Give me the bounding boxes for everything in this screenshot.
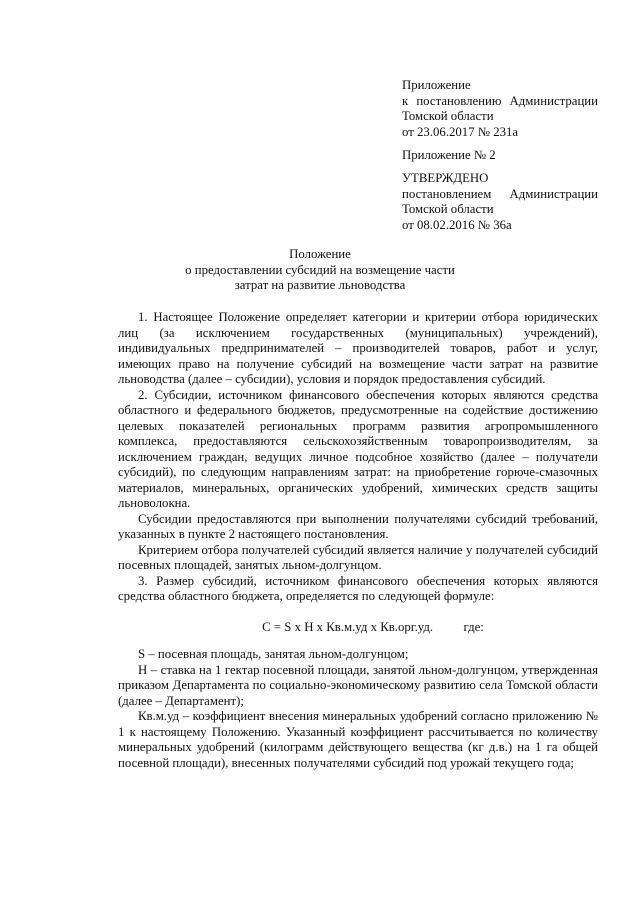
- paragraph-3: 3. Размер субсидий, источником финансового обеспечения которых являются средства областного бюджета, определяется по следующей формуле:: [118, 573, 598, 603]
- attachment-date-line: от 23.06.2017 № 231а: [402, 124, 519, 139]
- approved-line: Томской области: [402, 202, 494, 216]
- title-line: Положение: [289, 247, 351, 261]
- approved-block: [402, 171, 598, 233]
- attachment-line: Томской области: [402, 109, 494, 123]
- document-title: [0, 247, 640, 294]
- definition-s: S – посевная площадь, занятая льном-долгунцом;: [138, 647, 409, 661]
- title-line: о предоставлении субсидий на возмещение части: [185, 262, 455, 277]
- title-line: затрат на развитие льноводства: [234, 278, 406, 292]
- paragraph-1: 1. Настоящее Положение определяет категории и критерии отбора юридических лиц (за исключением государственных (муниципальных) учреждений), индивидуальных предпринимателей – производителей товаров, работ и услуг, имеющих право на получение субсидий на возмещение части затрат на развитие льноводства (далее – субсидии), условия и порядок предоставления субсидий.: [118, 310, 598, 386]
- formula-suffix: где:: [463, 619, 484, 634]
- attachment-line: к постановлению Администрации: [402, 93, 598, 108]
- definition-kv-m-ud: Кв.м.уд – коэффициент внесения минеральных удобрений согласно приложению № 1 к настоящему Положению. Указанный коэффициент рассчитывается по количеству минеральных удобрений (килограмм действующего вещества (кг д.в.) на 1 га общей посевной площади), внесенных получателями субсидий под урожай текущего года;: [118, 709, 598, 770]
- subsidy-formula: [118, 620, 598, 636]
- approved-line: постановлением Администрации: [402, 186, 598, 201]
- paragraph-2: 2. Субсидии, источником финансового обеспечения которых являются средства областного и федерального бюджетов, предусмотренные на содействие достижению целевых показателей региональных программ развития агропромышленного комплекса, предоставляются сельскохозяйственным товаропроизводителям, за исключением граждан, ведущих личное подсобное хозяйство (далее – получатели субсидий), по следующим направлениям затрат: на приобретение горюче-смазочных материалов, минеральных, органических удобрений, химических средств защиты льноволокна.: [118, 387, 598, 510]
- attachment-line: Приложение: [402, 78, 471, 92]
- annex-number-block: [402, 148, 598, 164]
- definition-n: Н – ставка на 1 гектар посевной площади, занятой льном-долгунцом, утвержденная приказом Департамента по социально-экономическому развитию села Томской области (далее – Департамент);: [118, 662, 598, 708]
- approved-heading: УТВЕРЖДЕНО: [402, 171, 489, 185]
- formula-expression: С = S х Н х Кв.м.уд х Кв.орг.уд.: [262, 619, 434, 634]
- paragraph-conditions: Субсидии предоставляются при выполнении получателями субсидий требований, указанных в пункте 2 настоящего постановления.: [118, 511, 598, 541]
- paragraph-criterion: Критерием отбора получателей субсидий является наличие у получателей субсидий посевных площадей, занятых льном-долгунцом.: [118, 542, 598, 572]
- annex-number: Приложение № 2: [402, 148, 496, 162]
- attachment-block: [402, 78, 598, 140]
- document-body: [118, 310, 598, 771]
- approved-date-line: от 08.02.2016 № 36а: [402, 217, 512, 232]
